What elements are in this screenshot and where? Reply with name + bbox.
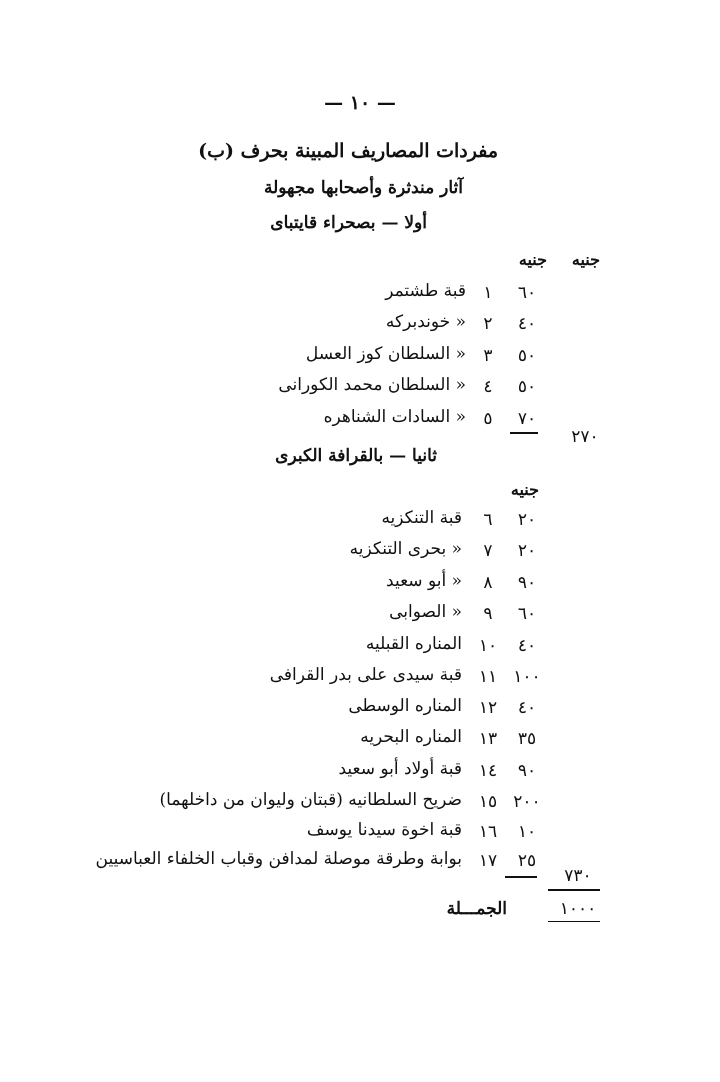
item-name: « السادات الشناهره bbox=[323, 407, 466, 427]
item-name: « خوندبركه bbox=[385, 312, 466, 332]
section1-column-header-outer: جنيه bbox=[571, 250, 600, 269]
section2-subtotal-rule bbox=[505, 876, 537, 878]
item-name: « الصوابى bbox=[389, 602, 462, 622]
item-number: ٥ bbox=[483, 409, 493, 429]
item-number: ٨ bbox=[483, 573, 493, 593]
section1-heading: أولا — بصحراء قايتباى bbox=[270, 213, 427, 233]
item-amount: ٤٠ bbox=[517, 698, 537, 718]
item-amount: ٧٠ bbox=[517, 409, 537, 429]
grand-total-underline bbox=[548, 921, 600, 922]
item-name: قبة أولاد أبو سعيد bbox=[338, 759, 462, 779]
item-number: ١٤ bbox=[478, 761, 498, 781]
item-amount: ٦٠ bbox=[517, 283, 537, 303]
section2-total: ٧٣٠ bbox=[564, 866, 592, 886]
section2-column-header: جنيه bbox=[510, 480, 539, 499]
grand-total: ١٠٠٠ bbox=[559, 899, 597, 919]
item-amount: ٤٠ bbox=[517, 314, 537, 334]
item-name: بوابة وطرقة موصلة لمدافن وقباب الخلفاء العباسيين bbox=[95, 849, 462, 869]
item-name: المناره البحريه bbox=[360, 727, 462, 747]
item-number: ١ bbox=[483, 283, 493, 303]
item-amount: ٥٠ bbox=[517, 377, 537, 397]
item-number: ٧ bbox=[483, 541, 493, 561]
item-name: المناره الوسطى bbox=[348, 696, 462, 716]
item-name: ضريح السلطانيه (قبتان وليوان من داخلهما) bbox=[159, 790, 462, 810]
item-number: ١٣ bbox=[478, 729, 498, 749]
item-number: ٣ bbox=[483, 346, 493, 366]
grand-total-rule bbox=[548, 889, 600, 891]
item-amount: ٤٠ bbox=[517, 636, 537, 656]
item-amount: ٣٥ bbox=[517, 729, 537, 749]
item-amount: ٥٠ bbox=[517, 346, 537, 366]
item-name: قبة سيدى على بدر القرافى bbox=[269, 665, 462, 685]
item-number: ١٧ bbox=[478, 851, 498, 871]
item-amount: ٩٠ bbox=[517, 761, 537, 781]
item-number: ٦ bbox=[483, 510, 493, 530]
item-amount: ٩٠ bbox=[517, 573, 537, 593]
item-number: ١١ bbox=[478, 667, 498, 687]
item-amount: ٢٠ bbox=[517, 541, 537, 561]
page-title: مفردات المصاريف المبينة بحرف (ب) bbox=[198, 140, 498, 162]
section1-subtotal-rule bbox=[510, 432, 538, 434]
item-amount: ٦٠ bbox=[517, 604, 537, 624]
section2-heading: ثانيا — بالقرافة الكبرى bbox=[275, 446, 437, 466]
item-name: « بحرى التنكزيه bbox=[349, 539, 462, 559]
item-number: ٤ bbox=[483, 377, 493, 397]
item-name: « السلطان كوز العسل bbox=[305, 344, 466, 364]
item-amount: ١٠٠ bbox=[513, 667, 541, 687]
item-number: ١٦ bbox=[478, 822, 498, 842]
item-number: ١٠ bbox=[478, 636, 498, 656]
item-amount: ٢٠٠ bbox=[513, 792, 541, 812]
item-amount: ١٠ bbox=[517, 822, 537, 842]
item-number: ١٥ bbox=[478, 792, 498, 812]
item-name: قبة التنكزيه bbox=[381, 508, 462, 528]
item-name: المناره القبليه bbox=[365, 634, 462, 654]
item-name: « السلطان محمد الكورانى bbox=[278, 375, 466, 395]
item-name: قبة طشتمر bbox=[385, 281, 466, 301]
item-number: ٩ bbox=[483, 604, 493, 624]
item-amount: ٢٥ bbox=[517, 851, 537, 871]
item-amount: ٢٠ bbox=[517, 510, 537, 530]
item-number: ١٢ bbox=[478, 698, 498, 718]
grand-total-label: الجمـــلة bbox=[446, 899, 507, 919]
page-subtitle: آثار مندثرة وأصحابها مجهولة bbox=[263, 178, 463, 198]
section1-total: ٢٧٠ bbox=[571, 427, 599, 447]
item-number: ٢ bbox=[483, 314, 493, 334]
item-name: قبة اخوة سيدنا يوسف bbox=[306, 820, 462, 840]
page-number: — ١٠ — bbox=[324, 92, 396, 114]
item-name: « أبو سعيد bbox=[386, 571, 462, 591]
section1-column-header-inner: جنيه bbox=[518, 250, 547, 269]
